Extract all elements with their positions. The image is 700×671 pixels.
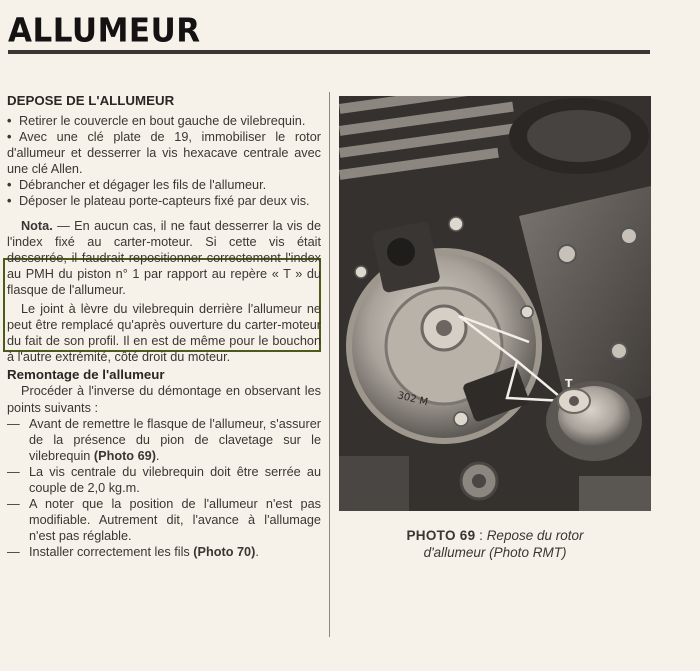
remontage-item-4-end: . (255, 545, 259, 560)
depose-step-4-text: Déposer le plateau porte-capteurs fixé par deux vis. (19, 194, 310, 209)
remontage-item-2 (7, 464, 321, 496)
nota-label: Nota. (21, 218, 53, 233)
photo-caption (339, 527, 651, 561)
depose-heading: DEPOSE DE L'ALLUMEUR (7, 93, 175, 108)
page-title: ALLUMEUR (8, 12, 201, 50)
depose-step-2-text: Avec une clé plate de 19, immobiliser le rotor d'allumeur et desserrer la vis hexacave centrale avec une clé Allen. (7, 130, 321, 177)
column-divider (329, 92, 330, 637)
remontage-intro: Procéder à l'inverse du démontage en observant les points suivants : (7, 384, 321, 415)
depose-step-3 (7, 177, 321, 193)
remontage-item-2-text: La vis centrale du vilebrequin doit être serrée au couple de 2,0 kg.m. (29, 464, 321, 495)
caption-line-1 (339, 527, 651, 544)
bullet-mark: • (7, 114, 12, 128)
nota-block (7, 218, 321, 298)
stator-stamp: 302 M (396, 390, 429, 409)
caption-number: PHOTO 69 (406, 528, 476, 543)
caption-text-2: d'allumeur (Photo RMT) (423, 545, 567, 560)
bullet-mark: • (7, 178, 12, 193)
dash-mark: — (7, 416, 20, 431)
depose-step-4 (7, 193, 321, 209)
remontage-item-4 (7, 544, 321, 560)
remontage-item-1-end: . (155, 448, 160, 463)
remontage-heading: Remontage de l'allumeur (7, 367, 165, 383)
depose-step-1 (7, 113, 321, 129)
dash-mark: — (7, 545, 20, 560)
engine-photo-illustration (339, 96, 651, 511)
bullet-mark: • (7, 130, 12, 145)
dash-mark: — (7, 497, 20, 512)
remontage-item-1 (7, 416, 321, 464)
caption-separator: : (475, 528, 487, 543)
depose-step-3-text: Débrancher et dégager les fils de l'allumeur. (19, 178, 267, 193)
nota-text: — En aucun cas, il ne faut desserrer la vis de l'index fixé au carter-moteur. Si cette vis était desserrée, il faudrait repositionner correctement l'index au PMH du piston n° 1 par rapport au repère « T » du flasque de l'allumeur. (7, 218, 321, 297)
remontage-item-3 (7, 496, 321, 544)
article-text-column (7, 92, 321, 560)
remontage-item-4-text: Installer correctement les fils (29, 545, 194, 560)
photo-69-ignition-rotor (339, 96, 651, 511)
nota-paragraph (7, 218, 321, 298)
index-mark-t: T (565, 377, 573, 390)
remontage-item-1-text: Avant de remettre le flasque de l'allumeur, s'assurer de la présence du pion de clavetage sur le vilebrequin (29, 416, 321, 463)
title-rule (8, 50, 650, 54)
depose-step-2 (7, 129, 321, 177)
dash-mark: — (7, 464, 20, 479)
remontage-item-3-text: A noter que la position de l'allumeur n'est pas modifiable. Autrement dit, l'avance à l'allumage n'est pas réglable. (29, 497, 321, 544)
photo-reference: (Photo 69) (93, 448, 156, 463)
caption-text-1: Repose du rotor (486, 528, 584, 543)
depose-step-1-text: Retirer le couvercle en bout gauche de vilebrequin. (19, 114, 306, 128)
bullet-mark: • (7, 194, 12, 209)
joint-paragraph: Le joint à lèvre du vilebrequin derrière l'allumeur ne peut être remplacé qu'après ouverture du carter-moteur du fait de son profil. Il en est de même pour le bouchon à l'autre extrémité, côté droit du moteur. (7, 302, 321, 365)
photo-reference: (Photo 70) (193, 545, 256, 560)
